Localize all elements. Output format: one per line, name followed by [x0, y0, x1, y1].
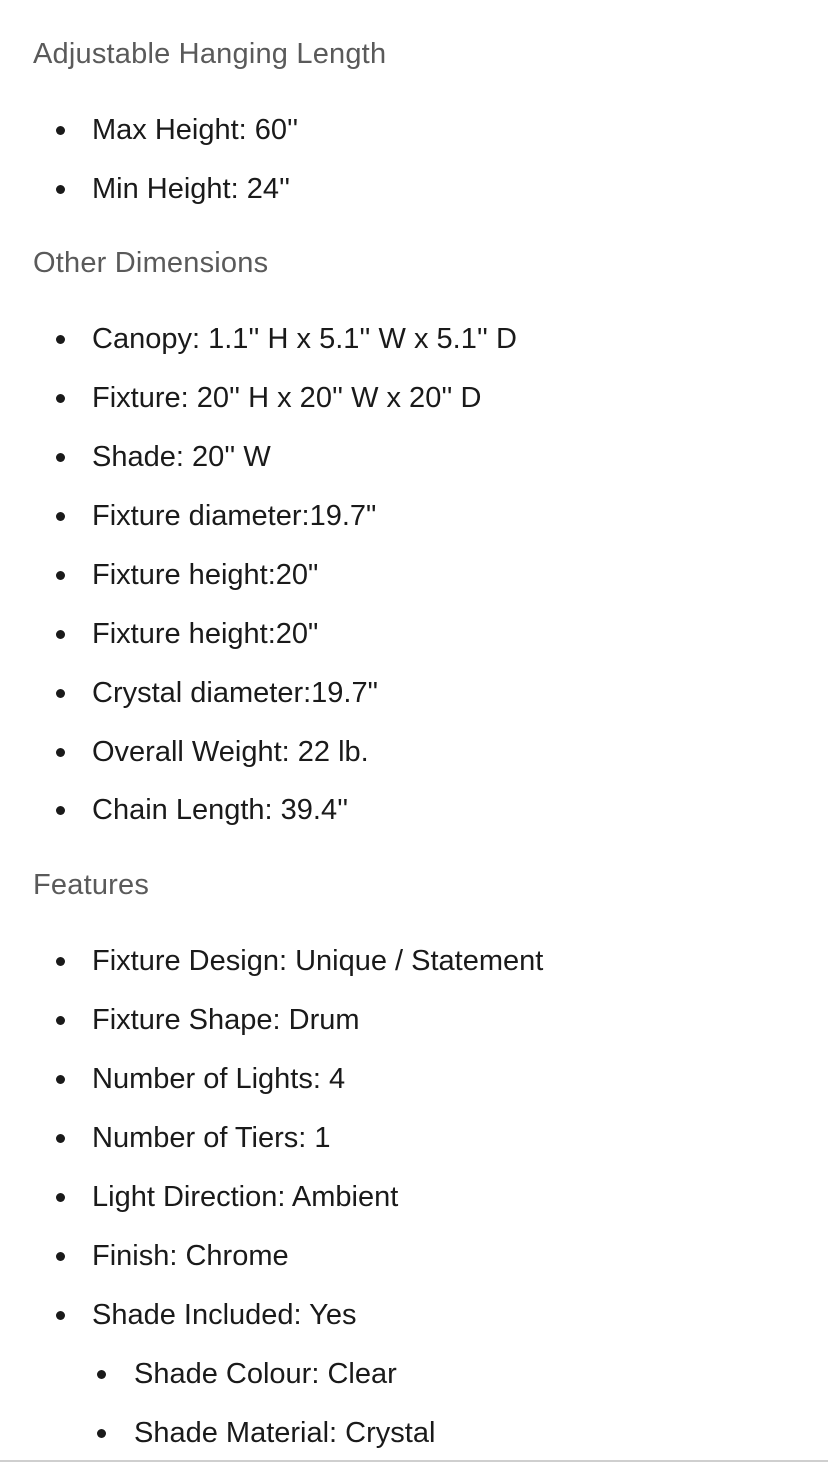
list-item	[0, 110, 828, 150]
list-item-text: Chain Length: 39.4''	[92, 794, 349, 826]
list-item	[0, 673, 828, 713]
list-item-text: Number of Tiers: 1	[92, 1122, 331, 1154]
list-item-text: Fixture diameter:19.7"	[92, 500, 377, 532]
list-item-text: Finish: Chrome	[92, 1240, 289, 1272]
list-item-text: Canopy: 1.1'' H x 5.1'' W x 5.1'' D	[92, 323, 517, 355]
bullet-icon	[56, 512, 65, 521]
list-item-text: Number of Lights: 4	[92, 1063, 346, 1095]
list-item	[0, 1295, 828, 1335]
list-item	[0, 614, 828, 654]
bullet-icon	[56, 630, 65, 639]
list-item-text: Crystal diameter:19.7"	[92, 677, 378, 709]
bullet-icon	[56, 126, 65, 135]
list-item	[0, 319, 828, 359]
list-item	[0, 1118, 828, 1158]
list-item	[0, 496, 828, 536]
list-item	[0, 1000, 828, 1040]
list-item	[0, 437, 828, 477]
list-item-text: Max Height: 60''	[92, 114, 299, 146]
list-item	[0, 941, 828, 981]
bullet-icon	[56, 571, 65, 580]
list-item-text: Fixture: 20'' H x 20'' W x 20'' D	[92, 382, 482, 414]
list-item-text: Light Direction: Ambient	[92, 1181, 399, 1213]
bullet-icon	[97, 1370, 106, 1379]
bullet-icon	[97, 1429, 106, 1438]
list-item-text: Fixture Design: Unique / Statement	[92, 945, 544, 977]
section-heading-other-dimensions: Other Dimensions	[33, 247, 269, 279]
list-item	[0, 1177, 828, 1217]
list-item-text: Fixture Shape: Drum	[92, 1004, 360, 1036]
bullet-icon	[56, 1193, 65, 1202]
bullet-icon	[56, 1075, 65, 1084]
list-item-text: Min Height: 24''	[92, 173, 291, 205]
bullet-icon	[56, 806, 65, 815]
bullet-icon	[56, 335, 65, 344]
nested-list-item	[0, 1354, 828, 1394]
list-item	[0, 732, 828, 772]
bullet-icon	[56, 185, 65, 194]
list-item-text: Fixture height:20"	[92, 559, 319, 591]
list-item	[0, 1059, 828, 1099]
list-item-text: Shade Included: Yes	[92, 1299, 357, 1331]
list-item	[0, 790, 828, 830]
bullet-icon	[56, 689, 65, 698]
bullet-icon	[56, 453, 65, 462]
bullet-icon	[56, 748, 65, 757]
list-item	[0, 1236, 828, 1276]
bullet-icon	[56, 394, 65, 403]
section-heading-features: Features	[33, 869, 150, 901]
nested-list-item	[0, 1413, 828, 1453]
list-item-text: Fixture height:20"	[92, 618, 319, 650]
bullet-icon	[56, 1134, 65, 1143]
list-item-text: Shade Colour: Clear	[134, 1358, 397, 1390]
list-item-text: Shade: 20'' W	[92, 441, 271, 473]
list-item-text: Shade Material: Crystal	[134, 1417, 436, 1449]
list-item	[0, 169, 828, 209]
list-item-text: Overall Weight: 22 lb.	[92, 736, 369, 768]
bullet-icon	[56, 957, 65, 966]
bullet-icon	[56, 1016, 65, 1025]
bullet-icon	[56, 1252, 65, 1261]
bullet-icon	[56, 1311, 65, 1320]
section-heading-hanging-length: Adjustable Hanging Length	[33, 38, 387, 70]
list-item	[0, 378, 828, 418]
list-item	[0, 555, 828, 595]
